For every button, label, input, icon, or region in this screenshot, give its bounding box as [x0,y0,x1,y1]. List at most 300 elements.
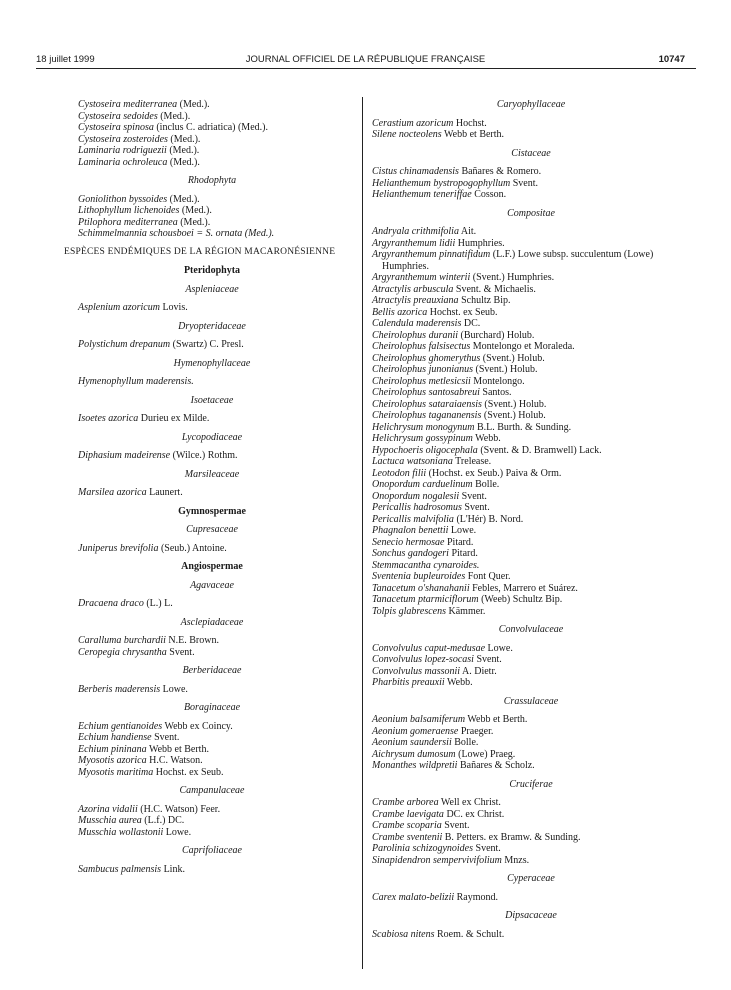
species-entry [372,189,690,201]
species-name: Laminaria rodriguezii [78,145,167,156]
species-entry [372,855,690,867]
species-list [78,194,346,240]
species-name: Cheirolophus junonianus [372,364,474,375]
species-author: Link. [163,863,185,875]
species-entry [372,341,690,353]
species-name: Carex malato-belizii [372,891,455,903]
species-name: Lithophyllum lichenoides [78,205,180,216]
species-list [372,118,690,141]
species-entry [372,843,690,855]
species-name: Echium gentianoides [78,720,163,732]
species-author: (Seub.) Antoine. [160,542,227,554]
species-list [78,635,346,658]
species-author: Svent. & Michaelis. [455,283,536,295]
species-list [372,797,690,866]
species-author: (L.F.) Lowe subsp. succulentum (Lowe) Humphries. [382,249,654,272]
species-list [78,99,346,168]
family-heading: Agavaceae [190,579,234,591]
species-name: Myosotis maritima [78,766,154,778]
species-name: Monanthes wildpretii [372,760,458,771]
species-author: (Med.). [179,99,210,110]
species-name: Aeonium balsamiferum [372,714,466,725]
species-author: H.C. Watson. [149,755,203,766]
species-author: Durieu ex Milde. [140,413,210,424]
species-name: Helichrysum gossypinum [372,433,473,444]
species-name: Cheirolophus ghomerythus [372,352,481,364]
species-entry [372,560,690,572]
species-author: Lowe. [450,525,477,536]
species-entry [78,732,346,744]
family-heading: Caryophyllaceae [496,99,566,110]
family-heading: Convolvulaceae [498,624,564,635]
section-heading: ESPÈCES ENDÉMIQUES DE LA RÉGION MACARONÉSIENNE [64,246,336,257]
species-name: Crambe laevigata [372,808,444,820]
species-author: (Svent.) Humphries. [472,272,555,283]
species-entry [372,832,690,844]
species-entry [78,767,346,779]
species-author: (Lowe) Praeg. [458,748,516,760]
species-entry [372,594,690,606]
species-entry [372,643,690,655]
species-name: Argyranthemum lidii [372,237,456,249]
species-entry [78,647,346,659]
species-name: Musschia aurea [78,815,142,826]
species-entry [372,166,690,178]
species-author: Svent. [154,732,180,743]
species-author: Cosson. [474,189,507,200]
family-heading: Cruciferae [509,778,553,790]
species-name: Marsilea azorica [78,487,147,498]
species-author: Launert. [149,487,183,498]
family-heading: Marsileaceae [184,468,240,480]
species-entry [78,134,346,146]
family-heading: Compositae [507,207,555,219]
species-list [78,804,346,839]
species-entry [372,272,690,284]
species-name: Cheirolophus sataraiaensis [372,398,482,410]
page-number: 10747 [658,54,685,65]
species-name: Helichrysum monogynum [372,421,475,433]
species-entry [372,422,690,434]
species-entry [372,456,690,468]
species-list [372,929,690,941]
species-entry [78,145,346,157]
species-entry [78,376,346,388]
species-entry [372,892,690,904]
species-author: (Svent.) Holub. [482,352,545,364]
species-entry [78,755,346,767]
family-heading: Caprifoliaceae [182,845,242,856]
species-author: B. Petters. ex Bramw. & Sunding. [444,831,581,843]
species-author: (Weeb) Schultz Bip. [481,594,563,605]
column-divider [362,97,363,969]
family-heading: Boraginaceae [183,702,241,713]
division-heading: Angiospermae [181,561,243,572]
family-heading: Isoetaceae [190,394,234,406]
species-entry [372,760,690,772]
species-list [372,892,690,904]
species-name: Ptilophora mediterranea [78,216,178,228]
species-author: Humphries. [457,237,505,249]
species-author: Svent. [444,820,470,831]
species-entry [372,376,690,388]
species-list [78,339,346,351]
species-author: Lovis. [162,302,188,313]
family-heading: Asclepiadaceae [180,616,244,628]
species-author: (Med.). [160,110,191,122]
species-author: (Swartz) C. Presl. [172,339,244,350]
species-author: Mnzs. [504,854,530,866]
species-name: Musschia wollastonii [78,826,164,838]
species-name: Tanacetum o'shanahanii [372,582,470,594]
species-name: Pericallis hadrosomus [372,502,462,513]
species-name: Helianthemum teneriffae [372,189,472,200]
species-author: (Med.). [169,193,200,205]
species-entry [78,827,346,839]
species-name: Parolinia schizogynoides [372,843,474,854]
family-heading: Dipsacaceae [505,910,557,921]
species-name: Aeonium saundersii [372,737,452,748]
right-column [372,99,690,947]
species-author: Webb et Berth. [467,714,528,725]
species-entry [372,249,690,272]
species-author: Hochst. ex Seub. [155,766,224,778]
species-name: Echium handiense [78,732,152,743]
species-name: Phagnalon benettii [372,525,449,536]
species-entry [372,318,690,330]
species-entry [372,410,690,422]
species-name: Crambe arborea [372,797,439,808]
species-author: (Wilce.) Rothm. [172,450,238,461]
species-author: Lowe. [487,642,513,654]
species-entry [372,399,690,411]
species-list [78,598,346,610]
species-name: Onopordum nogalesii [372,490,460,502]
division-heading: Gymnospermae [178,505,246,517]
species-name: Cerastium azoricum [372,117,454,129]
species-author: (L.f.) DC. [144,815,185,826]
species-name: Cystoseira spinosa [78,122,154,133]
species-entry [78,111,346,123]
header-rule [36,68,696,69]
species-name: Cheirolophus santosabreui [372,387,480,398]
species-list [78,543,346,555]
species-author: B.L. Burth. & Sunding. [476,421,572,433]
species-name: Cystoseira sedoides [78,110,158,122]
page-date: 18 juillet 1999 [36,54,95,65]
species-name: Atractylis arbuscula [372,283,454,295]
family-heading: Rhodophyta [187,175,237,186]
species-entry [372,666,690,678]
species-author: (L'Hér) B. Nord. [456,513,524,525]
species-name: Cistus chinamadensis [372,166,459,177]
species-author: Svent. [475,843,501,854]
species-entry [372,445,690,457]
family-heading: Cupresaceae [186,524,238,535]
species-author: Hochst. [455,117,487,129]
species-name: Laminaria ochroleuca [78,156,168,168]
species-list [78,721,346,779]
species-entry [78,413,346,425]
species-name: Juniperus brevifolia [78,542,159,554]
species-entry [372,797,690,809]
species-entry [372,820,690,832]
species-entry [372,749,690,761]
species-list [372,643,690,689]
species-author: (Svent. & D. Bramwell) Lack. [480,444,602,456]
species-name: Convolvulus lopez-socasi [372,654,474,665]
species-name: Pericallis malvifolia [372,513,454,525]
species-author: A. Dietr. [462,665,497,677]
species-author: Svent. [476,654,502,665]
family-heading: Cyperaceae [507,873,555,884]
species-entry [372,514,690,526]
species-author: Roem. & Schult. [437,928,505,940]
species-author: Webb ex Coincy. [164,720,233,732]
species-entry [78,99,346,111]
family-heading: Lycopodiaceae [181,431,243,443]
species-entry [372,502,690,514]
species-entry [78,598,346,610]
species-author: (Med.). [170,133,201,145]
species-name: Bellis azorica [372,306,428,318]
species-author: (Svent.) Holub. [484,398,547,410]
species-name: Convolvulus massonii [372,665,461,677]
species-name: Dracaena draco [78,598,144,609]
species-entry [372,548,690,560]
species-list [78,487,346,499]
species-name: Tanacetum ptarmiciflorum [372,594,479,605]
species-entry [78,684,346,696]
species-entry [372,479,690,491]
species-entry [372,491,690,503]
species-entry [78,864,346,876]
species-entry [372,364,690,376]
species-author: Webb et Berth. [148,743,209,755]
species-name: Ceropegia chrysantha [78,646,167,658]
species-entry [372,468,690,480]
species-entry [372,537,690,549]
species-author: Webb. [447,677,473,688]
species-entry [372,525,690,537]
species-name: Aichrysum dumosum [372,748,456,760]
species-author: Montelongo. [473,375,525,387]
species-entry [78,744,346,756]
species-author: N.E. Brown. [168,635,219,646]
species-entry [78,339,346,351]
species-list [78,450,346,462]
species-author: (inclus C. adriatica) (Med.). [156,122,268,133]
family-heading: Dryopteridaceae [178,320,246,332]
species-name: Calendula maderensis [372,318,462,329]
species-author: Ait. [460,226,477,237]
family-heading: Aspleniaceae [185,283,239,295]
species-name: Sinapidendron sempervivifolium [372,854,502,866]
species-list [372,714,690,772]
family-heading: Berberidaceae [182,665,242,676]
species-author: Santos. [482,387,512,398]
species-entry [78,721,346,733]
species-author: (Med.). [169,156,200,168]
species-author: (H.C. Watson) Feer. [140,803,221,815]
species-entry [372,654,690,666]
species-entry [372,129,690,141]
species-name: Crambe sventenii [372,831,443,843]
species-author: Kämmer. [448,605,486,617]
species-name: Schimmelmannia schousboei = S. ornata (Med.). [78,228,275,239]
species-name: Berberis maderensis [78,683,161,695]
species-entry [78,635,346,647]
species-entry [78,217,346,229]
species-author: Pitard. [446,536,474,548]
species-author: Pitard. [451,548,478,559]
species-name: Cheirolophus metlesicsii [372,375,471,387]
species-author: Raymond. [456,891,499,903]
species-name: Convolvulus caput-medusae [372,642,486,654]
species-name: Goniolithon byssoides [78,193,168,205]
species-entry [372,714,690,726]
species-entry [372,583,690,595]
species-author: (Burchard) Holub. [460,329,535,341]
species-name: Atractylis preauxiana [372,295,459,306]
species-author: Bañares & Romero. [461,166,542,177]
species-author: Bolle. [475,479,500,490]
species-name: Asplenium azoricum [78,302,160,313]
journal-title: JOURNAL OFFICIEL DE LA RÉPUBLIQUE FRANÇAISE [245,54,486,65]
species-list [78,302,346,314]
species-name: Leotodon filii [372,467,427,479]
species-list [372,226,690,617]
species-entry [372,226,690,238]
species-author: DC. [463,318,481,329]
species-entry [372,737,690,749]
species-name: Cystoseira zosteroides [78,133,168,145]
species-name: Cystoseira mediterranea [78,99,178,110]
species-name: Azorina vidalii [78,803,138,815]
species-name: Diphasium madeirense [78,450,171,461]
species-name: Helianthemum bystropogophyllum [372,177,511,189]
species-author: (Svent.) Holub. [483,410,546,421]
species-name: Cheirolophus falsisectus [372,341,471,352]
species-author: DC. ex Christ. [446,808,505,820]
species-author: Montelongo et Moraleda. [472,341,575,352]
species-name: Echium pininana [78,743,147,755]
species-entry [78,205,346,217]
species-list [78,684,346,696]
species-entry [372,178,690,190]
species-entry [78,543,346,555]
species-name: Crambe scoparia [372,820,442,831]
species-name: Argyranthemum pinnatifidum [372,249,491,260]
species-entry [372,387,690,399]
species-author: (Med.). [180,216,211,228]
family-heading: Hymenophyllaceae [173,357,251,369]
species-author: Svent. [169,646,195,658]
species-name: Caralluma burchardii [78,635,166,646]
species-author: Svent. [461,490,487,502]
species-author: Hochst. ex Seub. [429,306,498,318]
species-author: Webb. [475,433,501,444]
division-heading: Pteridophyta [183,265,241,276]
species-entry [372,118,690,130]
species-name: Pharbitis preauxii [372,677,445,688]
species-entry [372,295,690,307]
species-name: Andryala crithmifolia [372,226,459,237]
species-entry [78,194,346,206]
species-entry [372,606,690,618]
species-author: Praeger. [460,725,494,737]
species-entry [372,330,690,342]
species-entry [372,571,690,583]
species-list [78,413,346,425]
species-author: (L.) L. [146,598,173,609]
species-author: (Med.). [181,205,212,216]
species-entry [372,433,690,445]
species-name: Myosotis azorica [78,755,147,766]
species-entry [372,238,690,250]
species-entry [372,284,690,296]
species-name: Aeonium gomeraense [372,725,459,737]
family-heading: Campanulaceae [179,785,245,796]
species-name: Hypochoeris oligocephala [372,444,478,456]
species-author: Well ex Christ. [440,797,501,808]
left-column [64,99,346,882]
species-list [78,376,346,388]
species-author: (Hochst. ex Seub.) Paiva & Orm. [428,467,562,479]
species-name: Polystichum drepanum [78,339,171,350]
species-name: Sambucus palmensis [78,863,162,875]
species-name: Isoetes azorica [78,413,139,424]
species-author: (Med.). [169,145,200,156]
species-name: Onopordum carduelinum [372,479,473,490]
species-name: Scabiosa nitens [372,928,435,940]
family-heading: Crassulaceae [503,695,559,707]
species-entry [78,804,346,816]
species-author: Febles, Marrero et Suárez. [472,582,578,594]
species-author: Webb et Berth. [444,129,505,140]
species-entry [78,228,346,240]
species-name: Argyranthemum winterii [372,272,471,283]
species-author: (Svent.) Holub. [475,364,538,375]
species-entry [78,157,346,169]
species-name: Cheirolophus duranii [372,329,459,341]
species-author: Lowe. [162,683,188,695]
species-list [372,166,690,201]
species-entry [372,726,690,738]
species-author: Lowe. [165,826,192,838]
family-heading: Cistaceae [511,147,551,159]
species-author: Font Quer. [467,571,511,582]
species-name: Hymenophyllum maderensis. [78,376,194,387]
species-entry [372,677,690,689]
species-name: Senecio hermosae [372,536,445,548]
species-name: Tolpis glabrescens [372,605,446,617]
species-author: Bañares & Scholz. [459,760,535,771]
species-name: Stemmacantha cynaroides. [372,559,480,571]
species-author: Svent. [464,502,490,513]
species-entry [372,353,690,365]
species-author: Schultz Bip. [461,295,511,306]
species-name: Sventenia bupleuroides [372,571,466,582]
species-entry [78,487,346,499]
species-name: Sonchus gandogeri [372,548,449,559]
species-author: Svent. [512,177,539,189]
species-entry [372,929,690,941]
species-name: Lactuca watsoniana [372,456,453,467]
species-name: Cheirolophus tagananensis [372,410,482,421]
species-entry [78,122,346,134]
species-name: Silene nocteolens [372,129,442,140]
